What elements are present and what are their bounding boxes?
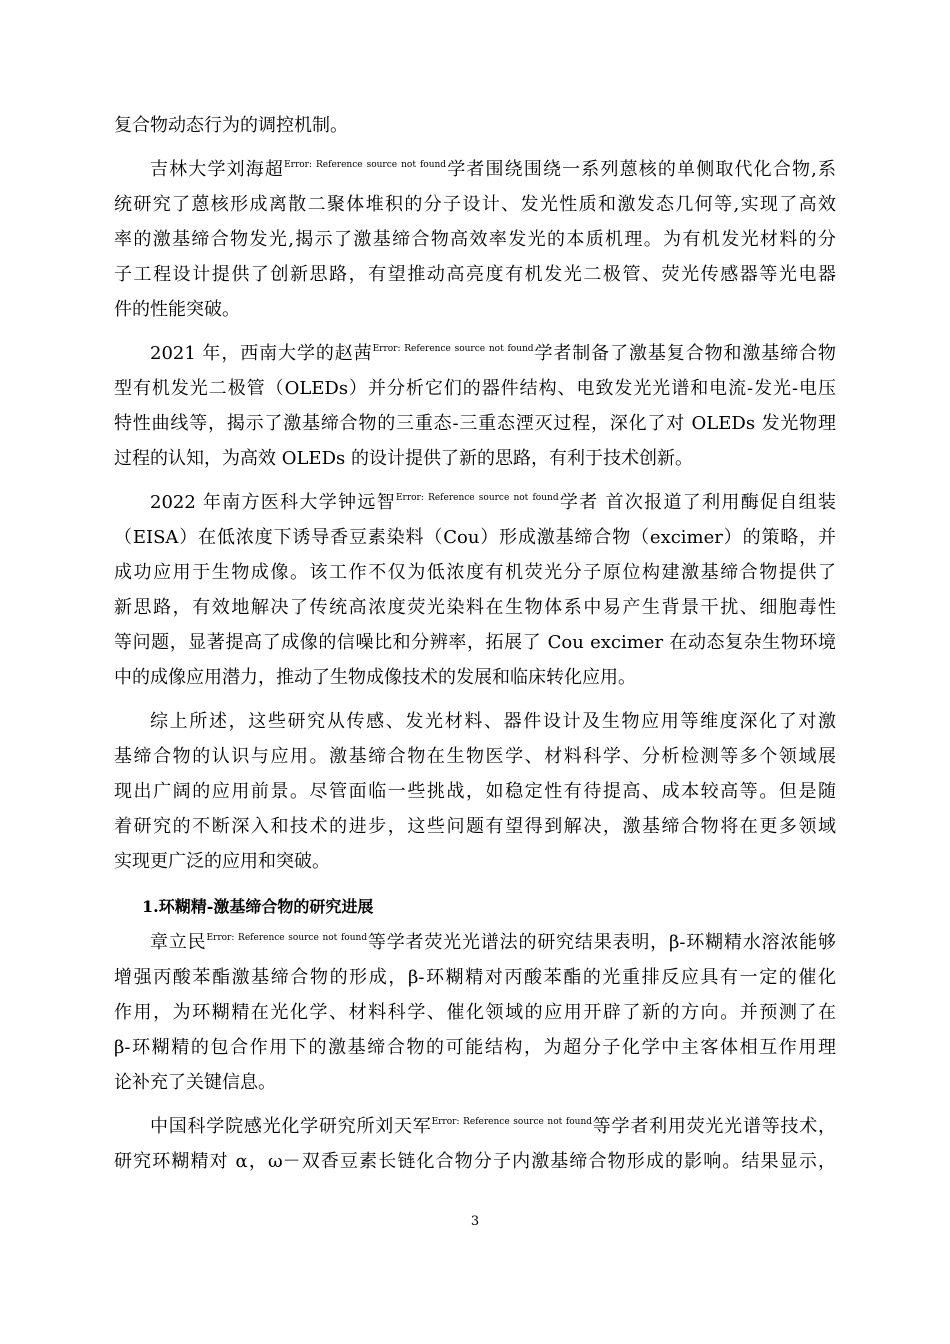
text-line: 子工程设计提供了创新思路，有望推动高亮度有机发光二极管、荧光传感器等光电器 xyxy=(114,264,836,285)
text-line: 实现更广泛的应用和突破。 xyxy=(114,851,330,872)
text-span: 学者围绕围绕一系列蒽核的单侧取代化合物,系 xyxy=(446,159,837,180)
text-line: 作用，为环糊精在光化学、材料科学、催化领域的应用开辟了新的方向。并预测了在 xyxy=(114,1002,836,1023)
reference-error: Error: Reference source not found xyxy=(206,933,368,943)
text-span: 学者制备了激基复合物和激基缔合物 xyxy=(533,343,837,364)
text-span: 2021 年，西南大学的赵茜 xyxy=(150,343,373,364)
paragraph-line xyxy=(150,931,836,955)
paragraph-line xyxy=(150,491,836,515)
text-line: 现出广阔的应用前景。尽管面临一些挑战，如稳定性有待提高、成本较高等。但是随 xyxy=(114,781,836,802)
text-line: 着研究的不断深入和技术的进步，这些问题有望得到解决，激基缔合物将在更多领域 xyxy=(114,816,836,837)
paragraph-line xyxy=(150,1115,836,1139)
text-line: 特性曲线等，揭示了激基缔合物的三重态-三重态湮灭过程，深化了对 OLEDs 发光物理 xyxy=(114,413,836,434)
text-span: 等学者利用荧光光谱等技术， xyxy=(592,1116,837,1137)
text-line: 率的激基缔合物发光,揭示了激基缔合物高效率发光的本质机理。为有机发光材料的分 xyxy=(114,229,836,250)
section-heading: 1.环糊精-激基缔合物的研究进展 xyxy=(142,897,374,916)
text-line: 综上所述，这些研究从传感、发光材料、器件设计及生物应用等维度深化了对激 xyxy=(150,711,836,732)
text-span: 等学者荧光光谱法的研究结果表明，β-环糊精水溶浓能够 xyxy=(367,932,837,953)
reference-error: Error: Reference source not found xyxy=(431,1117,593,1127)
text-line: 复合物动态行为的调控机制。 xyxy=(114,115,348,136)
text-line: 增强丙酸苯酯激基缔合物的形成，β-环糊精对丙酸苯酯的光重排反应具有一定的催化 xyxy=(114,967,836,988)
text-line: 研究环糊精对 α，ω－双香豆素长链化合物分子内激基缔合物形成的影响。结果显示， xyxy=(114,1151,836,1172)
text-line: 型有机发光二极管（OLEDs）并分析它们的器件结构、电致发光光谱和电流-发光-电压 xyxy=(114,378,836,399)
paragraph-line xyxy=(150,342,836,366)
text-line: 新思路，有效地解决了传统高浓度荧光染料在生物体系中易产生背景干扰、细胞毒性 xyxy=(114,597,836,618)
text-line: 统研究了蒽核形成离散二聚体堆积的分子设计、发光性质和激发态几何等,实现了高效 xyxy=(114,194,836,215)
reference-error: Error: Reference source not found xyxy=(284,160,447,170)
text-line: 等问题，显著提高了成像的信噪比和分辨率，拓展了 Cou excimer 在动态复杂生物环境 xyxy=(114,632,836,653)
text-line: 中的成像应用潜力，推动了生物成像技术的发展和临床转化应用。 xyxy=(114,667,636,688)
text-line: （EISA）在低浓度下诱导香豆素染料（Cou）形成激基缔合物（excimer）的策略，并 xyxy=(114,527,836,548)
text-span: 中国科学院感光化学研究所刘天军 xyxy=(150,1116,432,1137)
text-span: 吉林大学刘海超 xyxy=(150,159,285,180)
text-span: 学者 首次报道了利用酶促自组装 xyxy=(558,492,836,513)
reference-error: Error: Reference source not found xyxy=(395,493,559,503)
text-span: 章立民 xyxy=(150,932,207,953)
text-line: 基缔合物的认识与应用。激基缔合物在生物医学、材料科学、分析检测等多个领域展 xyxy=(114,746,836,767)
paragraph-line xyxy=(150,158,836,182)
text-line: 论补充了关键信息。 xyxy=(114,1072,276,1093)
text-line: β-环糊精的包合作用下的激基缔合物的可能结构，为超分子化学中主客体相互作用理 xyxy=(114,1037,836,1058)
reference-error: Error: Reference source not found xyxy=(372,344,534,354)
text-span: 2022 年南方医科大学钟远智 xyxy=(150,492,396,513)
page-number: 3 xyxy=(470,1214,480,1229)
text-line: 成功应用于生物成像。该工作不仅为低浓度有机荧光分子原位构建激基缔合物提供了 xyxy=(114,562,836,583)
text-line: 件的性能突破。 xyxy=(114,299,240,320)
text-line: 过程的认知，为高效 OLEDs 的设计提供了新的思路，有利于技术创新。 xyxy=(114,448,693,469)
